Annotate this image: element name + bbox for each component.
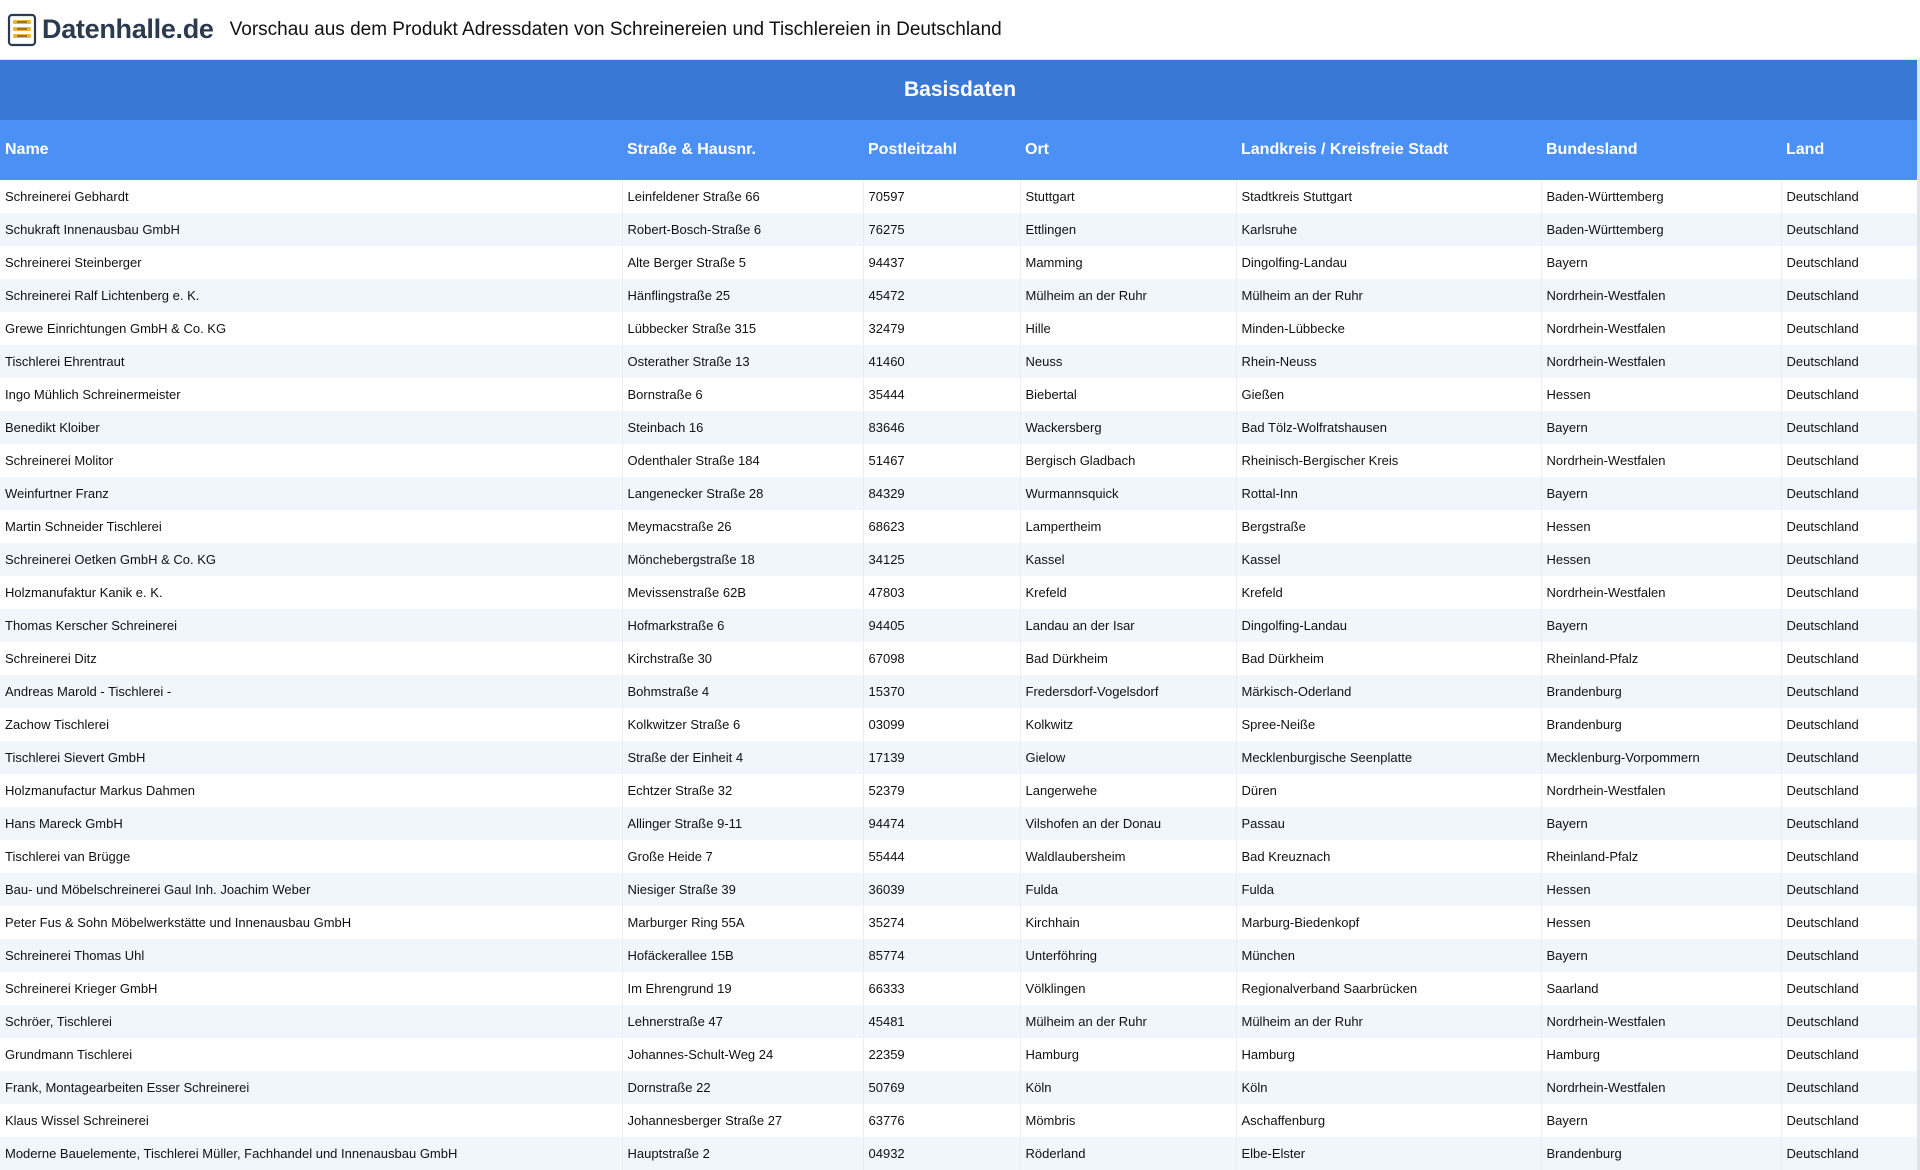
- cell-name: Schreinerei Molitor: [0, 444, 622, 477]
- table-row[interactable]: [0, 609, 1920, 642]
- cell-street: Große Heide 7: [622, 840, 863, 873]
- column-header-name[interactable]: Name: [0, 120, 622, 180]
- cell-postcode: 55444: [863, 840, 1020, 873]
- cell-street: Alte Berger Straße 5: [622, 246, 863, 279]
- cell-city: Mülheim an der Ruhr: [1020, 1005, 1236, 1038]
- cell-district: Dingolfing-Landau: [1236, 609, 1541, 642]
- logo[interactable]: [6, 0, 214, 60]
- cell-state: Baden-Württemberg: [1541, 213, 1781, 246]
- cell-postcode: 51467: [863, 444, 1020, 477]
- cell-street: Marburger Ring 55A: [622, 906, 863, 939]
- cell-state: Brandenburg: [1541, 675, 1781, 708]
- cell-city: Lampertheim: [1020, 510, 1236, 543]
- cell-district: Stadtkreis Stuttgart: [1236, 180, 1541, 213]
- cell-street: Hofäckerallee 15B: [622, 939, 863, 972]
- cell-state: Hessen: [1541, 873, 1781, 906]
- table-row[interactable]: [0, 345, 1920, 378]
- table-row[interactable]: [0, 1005, 1920, 1038]
- cell-state: Nordrhein-Westfalen: [1541, 345, 1781, 378]
- table-row[interactable]: [0, 939, 1920, 972]
- table-row[interactable]: [0, 279, 1920, 312]
- cell-name: Schreinerei Thomas Uhl: [0, 939, 622, 972]
- cell-city: Bad Dürkheim: [1020, 642, 1236, 675]
- cell-district: Rheinisch-Bergischer Kreis: [1236, 444, 1541, 477]
- group-header-basisdaten: Basisdaten: [0, 60, 1920, 120]
- table-row[interactable]: [0, 873, 1920, 906]
- cell-state: Nordrhein-Westfalen: [1541, 312, 1781, 345]
- cell-country: Deutschland: [1781, 1137, 1920, 1170]
- table-row[interactable]: [0, 1137, 1920, 1170]
- cell-district: Mülheim an der Ruhr: [1236, 279, 1541, 312]
- cell-name: Bau- und Möbelschreinerei Gaul Inh. Joachim Weber: [0, 873, 622, 906]
- cell-state: Brandenburg: [1541, 708, 1781, 741]
- cell-city: Waldlaubersheim: [1020, 840, 1236, 873]
- cell-postcode: 63776: [863, 1104, 1020, 1137]
- cell-postcode: 22359: [863, 1038, 1020, 1071]
- database-icon: [6, 13, 38, 47]
- cell-postcode: 15370: [863, 675, 1020, 708]
- data-table: [0, 60, 1920, 1170]
- cell-city: Völklingen: [1020, 972, 1236, 1005]
- column-header-state[interactable]: Bundesland: [1541, 120, 1781, 180]
- cell-district: Dingolfing-Landau: [1236, 246, 1541, 279]
- table-row[interactable]: [0, 807, 1920, 840]
- cell-state: Bayern: [1541, 939, 1781, 972]
- table-row[interactable]: [0, 213, 1920, 246]
- table-row[interactable]: [0, 312, 1920, 345]
- cell-country: Deutschland: [1781, 939, 1920, 972]
- cell-street: Lübbecker Straße 315: [622, 312, 863, 345]
- cell-country: Deutschland: [1781, 576, 1920, 609]
- cell-country: Deutschland: [1781, 840, 1920, 873]
- table-row[interactable]: [0, 642, 1920, 675]
- cell-country: Deutschland: [1781, 180, 1920, 213]
- cell-district: München: [1236, 939, 1541, 972]
- cell-city: Bergisch Gladbach: [1020, 444, 1236, 477]
- cell-street: Kirchstraße 30: [622, 642, 863, 675]
- cell-state: Bayern: [1541, 246, 1781, 279]
- group-header-row: [0, 60, 1920, 120]
- cell-city: Ettlingen: [1020, 213, 1236, 246]
- cell-city: Kassel: [1020, 543, 1236, 576]
- cell-name: Schröer, Tischlerei: [0, 1005, 622, 1038]
- cell-country: Deutschland: [1781, 873, 1920, 906]
- cell-city: Biebertal: [1020, 378, 1236, 411]
- cell-state: Bayern: [1541, 1104, 1781, 1137]
- cell-country: Deutschland: [1781, 675, 1920, 708]
- cell-street: Meymacstraße 26: [622, 510, 863, 543]
- cell-city: Fredersdorf-Vogelsdorf: [1020, 675, 1236, 708]
- cell-postcode: 47803: [863, 576, 1020, 609]
- cell-state: Nordrhein-Westfalen: [1541, 774, 1781, 807]
- cell-district: Märkisch-Oderland: [1236, 675, 1541, 708]
- cell-name: Tischlerei Sievert GmbH: [0, 741, 622, 774]
- cell-postcode: 66333: [863, 972, 1020, 1005]
- cell-city: Vilshofen an der Donau: [1020, 807, 1236, 840]
- cell-street: Steinbach 16: [622, 411, 863, 444]
- cell-postcode: 52379: [863, 774, 1020, 807]
- table-row[interactable]: [0, 774, 1920, 807]
- cell-city: Mamming: [1020, 246, 1236, 279]
- cell-street: Hofmarkstraße 6: [622, 609, 863, 642]
- cell-name: Tischlerei Ehrentraut: [0, 345, 622, 378]
- cell-street: Bohmstraße 4: [622, 675, 863, 708]
- cell-city: Mülheim an der Ruhr: [1020, 279, 1236, 312]
- cell-name: Schukraft Innenausbau GmbH: [0, 213, 622, 246]
- cell-district: Bad Tölz-Wolfratshausen: [1236, 411, 1541, 444]
- cell-country: Deutschland: [1781, 1104, 1920, 1137]
- cell-city: Hamburg: [1020, 1038, 1236, 1071]
- cell-state: Bayern: [1541, 609, 1781, 642]
- cell-name: Holzmanufactur Markus Dahmen: [0, 774, 622, 807]
- cell-postcode: 04932: [863, 1137, 1020, 1170]
- cell-street: Robert-Bosch-Straße 6: [622, 213, 863, 246]
- cell-district: Minden-Lübbecke: [1236, 312, 1541, 345]
- cell-street: Straße der Einheit 4: [622, 741, 863, 774]
- cell-city: Landau an der Isar: [1020, 609, 1236, 642]
- cell-country: Deutschland: [1781, 972, 1920, 1005]
- cell-postcode: 76275: [863, 213, 1020, 246]
- cell-city: Neuss: [1020, 345, 1236, 378]
- cell-city: Kolkwitz: [1020, 708, 1236, 741]
- cell-country: Deutschland: [1781, 708, 1920, 741]
- cell-district: Passau: [1236, 807, 1541, 840]
- cell-state: Bayern: [1541, 411, 1781, 444]
- cell-district: Fulda: [1236, 873, 1541, 906]
- cell-city: Wackersberg: [1020, 411, 1236, 444]
- cell-state: Saarland: [1541, 972, 1781, 1005]
- cell-state: Baden-Württemberg: [1541, 180, 1781, 213]
- cell-postcode: 50769: [863, 1071, 1020, 1104]
- cell-state: Rheinland-Pfalz: [1541, 642, 1781, 675]
- cell-state: Nordrhein-Westfalen: [1541, 576, 1781, 609]
- table-row[interactable]: [0, 246, 1920, 279]
- cell-state: Bayern: [1541, 477, 1781, 510]
- column-header-district[interactable]: Landkreis / Kreisfreie Stadt: [1236, 120, 1541, 180]
- table-row[interactable]: [0, 741, 1920, 774]
- cell-postcode: 94474: [863, 807, 1020, 840]
- cell-name: Moderne Bauelemente, Tischlerei Müller, Fachhandel und Innenausbau GmbH: [0, 1137, 622, 1170]
- cell-postcode: 94405: [863, 609, 1020, 642]
- table-row[interactable]: [0, 675, 1920, 708]
- cell-district: Regionalverband Saarbrücken: [1236, 972, 1541, 1005]
- cell-district: Bad Dürkheim: [1236, 642, 1541, 675]
- page-title: Vorschau aus dem Produkt Adressdaten von Schreinereien und Tischlereien in Deutschland: [229, 18, 1002, 40]
- table-row[interactable]: [0, 477, 1920, 510]
- column-header-country[interactable]: Land: [1781, 120, 1920, 180]
- logo-text: Datenhalle.de: [42, 14, 214, 44]
- cell-name: Schreinerei Gebhardt: [0, 180, 622, 213]
- cell-name: Weinfurtner Franz: [0, 477, 622, 510]
- table-row[interactable]: [0, 1104, 1920, 1137]
- cell-country: Deutschland: [1781, 279, 1920, 312]
- cell-street: Im Ehrengrund 19: [622, 972, 863, 1005]
- table-row[interactable]: [0, 906, 1920, 939]
- table-body: [0, 180, 1920, 1170]
- cell-street: Hauptstraße 2: [622, 1137, 863, 1170]
- cell-postcode: 32479: [863, 312, 1020, 345]
- cell-street: Bornstraße 6: [622, 378, 863, 411]
- cell-district: Marburg-Biedenkopf: [1236, 906, 1541, 939]
- cell-state: Brandenburg: [1541, 1137, 1781, 1170]
- cell-city: Hille: [1020, 312, 1236, 345]
- cell-name: Grundmann Tischlerei: [0, 1038, 622, 1071]
- cell-street: Odenthaler Straße 184: [622, 444, 863, 477]
- table-row[interactable]: [0, 840, 1920, 873]
- cell-name: Frank, Montagearbeiten Esser Schreinerei: [0, 1071, 622, 1104]
- cell-street: Osterather Straße 13: [622, 345, 863, 378]
- cell-postcode: 17139: [863, 741, 1020, 774]
- cell-postcode: 85774: [863, 939, 1020, 972]
- cell-name: Schreinerei Ditz: [0, 642, 622, 675]
- cell-street: Mönchebergstraße 18: [622, 543, 863, 576]
- cell-postcode: 84329: [863, 477, 1020, 510]
- cell-state: Nordrhein-Westfalen: [1541, 1005, 1781, 1038]
- cell-name: Martin Schneider Tischlerei: [0, 510, 622, 543]
- cell-state: Bayern: [1541, 807, 1781, 840]
- cell-postcode: 34125: [863, 543, 1020, 576]
- cell-postcode: 70597: [863, 180, 1020, 213]
- cell-city: Röderland: [1020, 1137, 1236, 1170]
- cell-country: Deutschland: [1781, 477, 1920, 510]
- cell-postcode: 45472: [863, 279, 1020, 312]
- table-row[interactable]: [0, 576, 1920, 609]
- cell-district: Rhein-Neuss: [1236, 345, 1541, 378]
- cell-district: Gießen: [1236, 378, 1541, 411]
- cell-street: Langenecker Straße 28: [622, 477, 863, 510]
- table-row[interactable]: [0, 543, 1920, 576]
- cell-country: Deutschland: [1781, 741, 1920, 774]
- cell-name: Zachow Tischlerei: [0, 708, 622, 741]
- cell-city: Krefeld: [1020, 576, 1236, 609]
- cell-country: Deutschland: [1781, 444, 1920, 477]
- column-header-city[interactable]: Ort: [1020, 120, 1236, 180]
- cell-name: Thomas Kerscher Schreinerei: [0, 609, 622, 642]
- cell-state: Hamburg: [1541, 1038, 1781, 1071]
- cell-street: Echtzer Straße 32: [622, 774, 863, 807]
- cell-name: Schreinerei Krieger GmbH: [0, 972, 622, 1005]
- cell-country: Deutschland: [1781, 345, 1920, 378]
- cell-postcode: 35444: [863, 378, 1020, 411]
- cell-street: Kolkwitzer Straße 6: [622, 708, 863, 741]
- cell-district: Elbe-Elster: [1236, 1137, 1541, 1170]
- table-row[interactable]: [0, 510, 1920, 543]
- cell-postcode: 83646: [863, 411, 1020, 444]
- cell-postcode: 03099: [863, 708, 1020, 741]
- cell-district: Aschaffenburg: [1236, 1104, 1541, 1137]
- cell-postcode: 35274: [863, 906, 1020, 939]
- cell-name: Tischlerei van Brügge: [0, 840, 622, 873]
- cell-country: Deutschland: [1781, 411, 1920, 444]
- cell-name: Peter Fus & Sohn Möbelwerkstätte und Innenausbau GmbH: [0, 906, 622, 939]
- cell-name: Schreinerei Ralf Lichtenberg e. K.: [0, 279, 622, 312]
- cell-name: Holzmanufaktur Kanik e. K.: [0, 576, 622, 609]
- cell-city: Köln: [1020, 1071, 1236, 1104]
- cell-street: Allinger Straße 9-11: [622, 807, 863, 840]
- cell-country: Deutschland: [1781, 609, 1920, 642]
- cell-street: Johannes-Schult-Weg 24: [622, 1038, 863, 1071]
- cell-country: Deutschland: [1781, 1038, 1920, 1071]
- table-row[interactable]: [0, 708, 1920, 741]
- cell-district: Kassel: [1236, 543, 1541, 576]
- cell-country: Deutschland: [1781, 906, 1920, 939]
- cell-street: Mevissenstraße 62B: [622, 576, 863, 609]
- table-row[interactable]: [0, 378, 1920, 411]
- cell-country: Deutschland: [1781, 774, 1920, 807]
- data-table-container: [0, 60, 1920, 1170]
- cell-country: Deutschland: [1781, 642, 1920, 675]
- cell-city: Gielow: [1020, 741, 1236, 774]
- cell-postcode: 41460: [863, 345, 1020, 378]
- top-bar: [0, 0, 1920, 60]
- cell-street: Johannesberger Straße 27: [622, 1104, 863, 1137]
- cell-district: Bad Kreuznach: [1236, 840, 1541, 873]
- table-row[interactable]: [0, 1071, 1920, 1104]
- cell-district: Spree-Neiße: [1236, 708, 1541, 741]
- cell-street: Lehnerstraße 47: [622, 1005, 863, 1038]
- cell-street: Hänflingstraße 25: [622, 279, 863, 312]
- cell-district: Hamburg: [1236, 1038, 1541, 1071]
- cell-street: Dornstraße 22: [622, 1071, 863, 1104]
- cell-country: Deutschland: [1781, 510, 1920, 543]
- cell-city: Kirchhain: [1020, 906, 1236, 939]
- cell-state: Hessen: [1541, 543, 1781, 576]
- cell-district: Rottal-Inn: [1236, 477, 1541, 510]
- column-header-postcode[interactable]: Postleitzahl: [863, 120, 1020, 180]
- cell-district: Düren: [1236, 774, 1541, 807]
- table-row[interactable]: [0, 1038, 1920, 1071]
- column-header-row: [0, 120, 1920, 180]
- cell-country: Deutschland: [1781, 246, 1920, 279]
- cell-street: Niesiger Straße 39: [622, 873, 863, 906]
- cell-country: Deutschland: [1781, 312, 1920, 345]
- cell-state: Hessen: [1541, 378, 1781, 411]
- cell-postcode: 36039: [863, 873, 1020, 906]
- cell-country: Deutschland: [1781, 807, 1920, 840]
- cell-country: Deutschland: [1781, 1071, 1920, 1104]
- cell-state: Mecklenburg-Vorpommern: [1541, 741, 1781, 774]
- cell-name: Klaus Wissel Schreinerei: [0, 1104, 622, 1137]
- cell-postcode: 45481: [863, 1005, 1020, 1038]
- cell-state: Nordrhein-Westfalen: [1541, 279, 1781, 312]
- cell-country: Deutschland: [1781, 213, 1920, 246]
- table-row[interactable]: [0, 972, 1920, 1005]
- cell-country: Deutschland: [1781, 543, 1920, 576]
- cell-postcode: 68623: [863, 510, 1020, 543]
- cell-city: Langerwehe: [1020, 774, 1236, 807]
- cell-name: Grewe Einrichtungen GmbH & Co. KG: [0, 312, 622, 345]
- cell-name: Andreas Marold - Tischlerei -: [0, 675, 622, 708]
- cell-district: Krefeld: [1236, 576, 1541, 609]
- cell-city: Wurmannsquick: [1020, 477, 1236, 510]
- table-row[interactable]: [0, 180, 1920, 213]
- cell-state: Nordrhein-Westfalen: [1541, 444, 1781, 477]
- cell-city: Unterföhring: [1020, 939, 1236, 972]
- cell-country: Deutschland: [1781, 1005, 1920, 1038]
- cell-city: Stuttgart: [1020, 180, 1236, 213]
- cell-state: Hessen: [1541, 906, 1781, 939]
- cell-district: Mecklenburgische Seenplatte: [1236, 741, 1541, 774]
- cell-name: Ingo Mühlich Schreinermeister: [0, 378, 622, 411]
- cell-state: Rheinland-Pfalz: [1541, 840, 1781, 873]
- cell-district: Köln: [1236, 1071, 1541, 1104]
- cell-street: Leinfeldener Straße 66: [622, 180, 863, 213]
- cell-name: Hans Mareck GmbH: [0, 807, 622, 840]
- column-header-street[interactable]: Straße & Hausnr.: [622, 120, 863, 180]
- cell-city: Fulda: [1020, 873, 1236, 906]
- table-row[interactable]: [0, 444, 1920, 477]
- cell-name: Schreinerei Oetken GmbH & Co. KG: [0, 543, 622, 576]
- cell-country: Deutschland: [1781, 378, 1920, 411]
- cell-name: Schreinerei Steinberger: [0, 246, 622, 279]
- cell-postcode: 67098: [863, 642, 1020, 675]
- cell-state: Nordrhein-Westfalen: [1541, 1071, 1781, 1104]
- cell-district: Bergstraße: [1236, 510, 1541, 543]
- table-row[interactable]: [0, 411, 1920, 444]
- cell-postcode: 94437: [863, 246, 1020, 279]
- cell-district: Karlsruhe: [1236, 213, 1541, 246]
- cell-name: Benedikt Kloiber: [0, 411, 622, 444]
- cell-state: Hessen: [1541, 510, 1781, 543]
- cell-city: Mömbris: [1020, 1104, 1236, 1137]
- cell-district: Mülheim an der Ruhr: [1236, 1005, 1541, 1038]
